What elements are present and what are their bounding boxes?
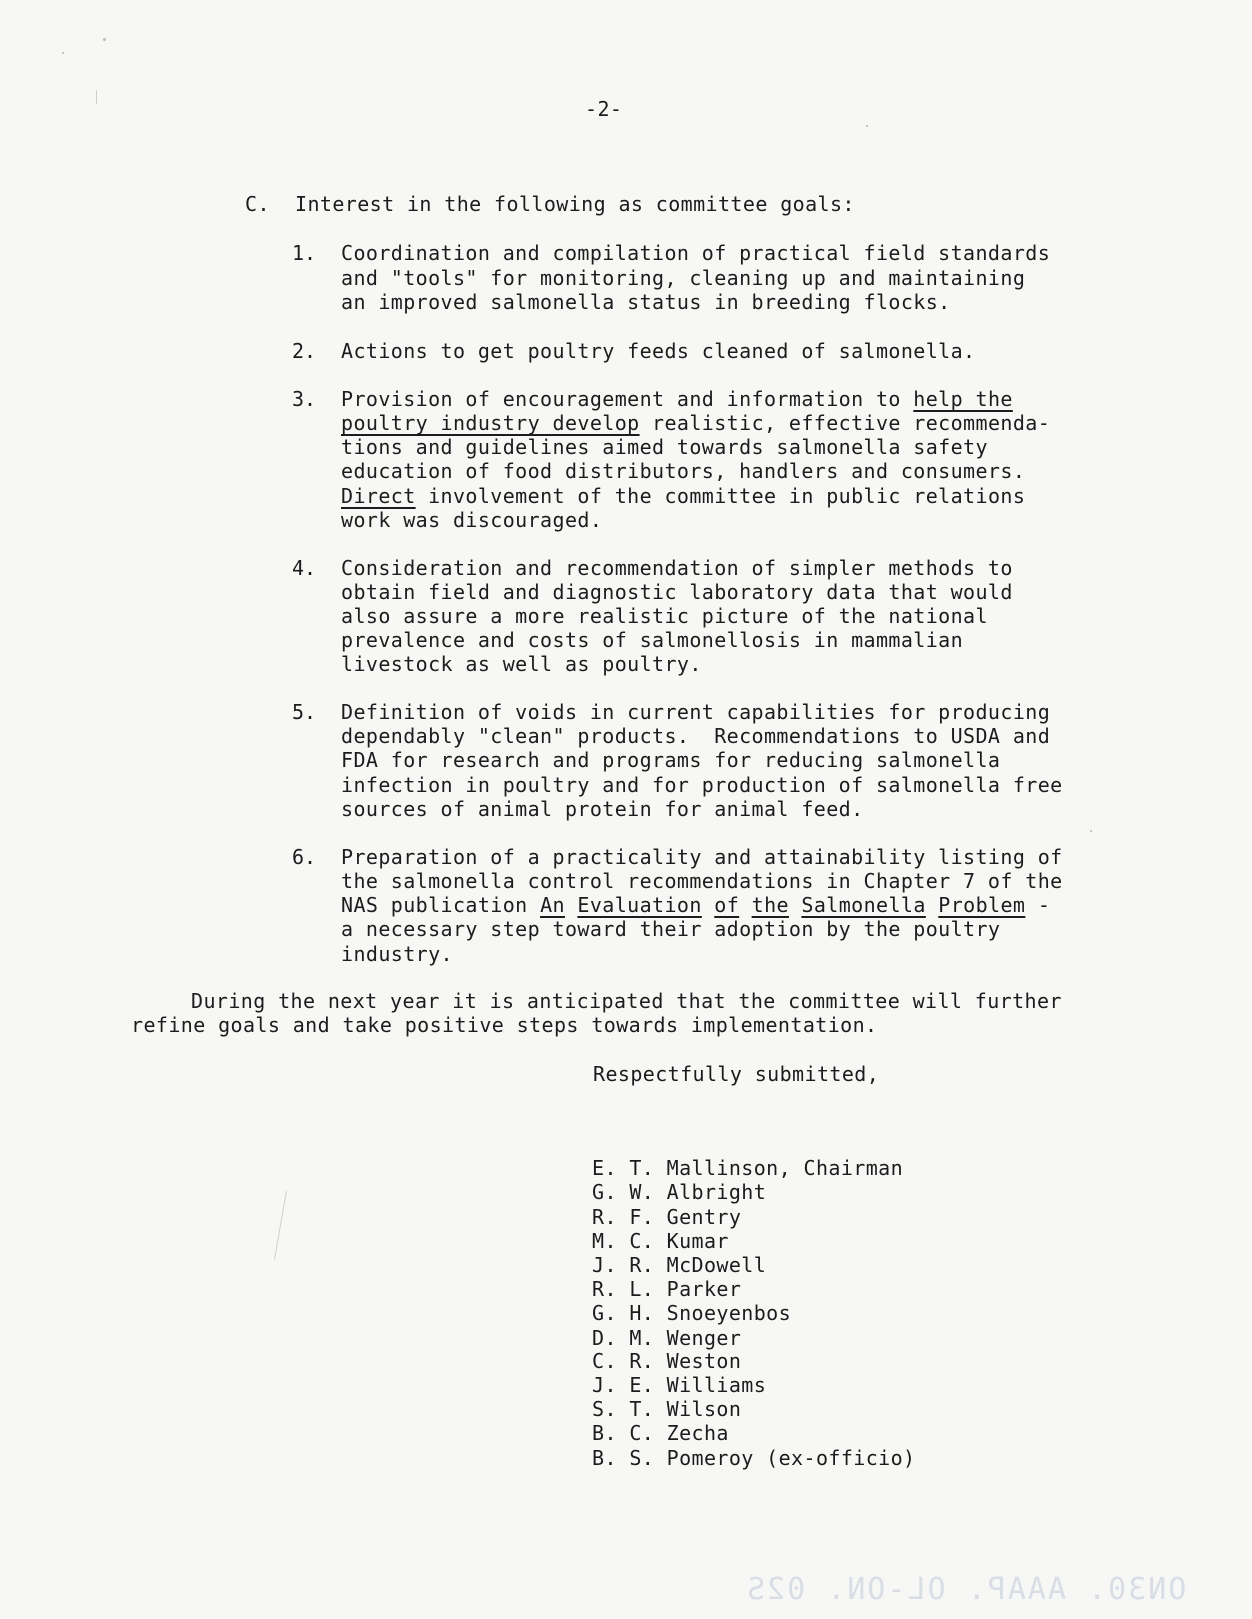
item-3-text: realistic, effective recommenda-: [639, 411, 1051, 435]
item-3-line: [341, 413, 1050, 433]
publication-title-word: Evaluation: [577, 893, 702, 917]
item-number: 1.: [292, 241, 317, 265]
item-3-line: work was discouraged.: [341, 508, 603, 532]
signatory: R. L. Parker: [592, 1277, 742, 1301]
signoff: Respectfully submitted,: [593, 1062, 880, 1086]
paper-speck: [866, 125, 868, 127]
section-heading: Interest in the following as committee goals:: [295, 192, 855, 216]
item-4-line: obtain field and diagnostic laboratory data that would: [341, 580, 1013, 604]
item-6-line: a necessary step toward their adoption by the poultry: [341, 917, 1001, 941]
item-5-line: infection in poultry and for production of salmonella free: [341, 773, 1063, 797]
publication-title-word: An: [540, 893, 565, 917]
item-4-line: also assure a more realistic picture of the national: [341, 604, 988, 628]
item-number: 3.: [292, 387, 317, 411]
signatory: C. R. Weston: [592, 1349, 742, 1373]
item-2-line: Actions to get poultry feeds cleaned of salmonella.: [341, 339, 976, 363]
item-4-line: livestock as well as poultry.: [341, 652, 702, 676]
signatory: B. S. Pomeroy (ex-officio): [592, 1446, 916, 1470]
page-number: -2-: [585, 97, 623, 121]
item-5-line: FDA for research and programs for reducing salmonella: [341, 748, 1001, 772]
item-3-line: education of food distributors, handlers and consumers.: [341, 459, 1026, 483]
paper-crease: [274, 1190, 287, 1259]
item-1-line: an improved salmonella status in breeding flocks.: [341, 290, 951, 314]
closing-paragraph-line: refine goals and take positive steps towards implementation.: [131, 1013, 878, 1037]
item-number: 2.: [292, 339, 317, 363]
item-number: 6.: [292, 845, 317, 869]
item-5-line: dependably "clean" products. Recommendations to USDA and: [341, 724, 1051, 748]
signatory: G. H. Snoeyenbos: [592, 1301, 792, 1325]
item-number: 4.: [292, 556, 317, 580]
item-3-line: [341, 486, 1025, 506]
underlined-phrase: poultry industry develop: [341, 411, 640, 435]
closing-paragraph-line: During the next year it is anticipated that the committee will further: [191, 989, 1062, 1013]
underlined-phrase: help the: [913, 387, 1013, 411]
item-6-text: NAS publication: [341, 893, 541, 917]
publication-title-word: Salmonella: [801, 893, 926, 917]
item-3-line: [341, 389, 1013, 409]
item-6-text: -: [1025, 893, 1051, 917]
signatory: S. T. Wilson: [592, 1397, 742, 1421]
item-6-line: industry.: [341, 942, 453, 966]
item-6-line: the salmonella control recommendations in Chapter 7 of the: [341, 869, 1063, 893]
publication-title-word: Problem: [938, 893, 1026, 917]
section-letter: C.: [245, 192, 270, 216]
signatory: M. C. Kumar: [592, 1229, 729, 1253]
signatory: E. T. Mallinson, Chairman: [592, 1156, 904, 1180]
item-3-line: tions and guidelines aimed towards salmonella safety: [341, 435, 988, 459]
paper-speck: [62, 52, 64, 54]
item-4-line: prevalence and costs of salmonellosis in mammalian: [341, 628, 964, 652]
item-1-line: and "tools" for monitoring, cleaning up and maintaining: [341, 266, 1026, 290]
item-1-line: Coordination and compilation of practical field standards: [341, 241, 1051, 265]
signatory: J. R. McDowell: [592, 1253, 767, 1277]
paper-crease: [96, 90, 97, 104]
item-5-line: Definition of voids in current capabilities for producing: [341, 700, 1051, 724]
item-6-line: Preparation of a practicality and attainability listing of: [341, 845, 1063, 869]
signatory: B. C. Zecha: [592, 1421, 729, 1445]
publication-title-word: the: [751, 893, 789, 917]
item-3-text: Provision of encouragement and information to: [341, 387, 914, 411]
underlined-word: Direct: [341, 484, 416, 508]
item-4-line: Consideration and recommendation of simpler methods to: [341, 556, 1013, 580]
signatory: J. E. Williams: [592, 1373, 767, 1397]
paper-speck: [103, 38, 106, 41]
signatory: G. W. Albright: [592, 1180, 767, 1204]
item-3-text: involvement of the committee in public relations: [415, 484, 1026, 508]
paper-speck: [1090, 830, 1092, 832]
item-number: 5.: [292, 700, 317, 724]
signatory: R. F. Gentry: [592, 1205, 742, 1229]
publication-title-word: of: [714, 893, 740, 917]
signatory: D. M. Wenger: [592, 1326, 742, 1350]
archive-stamp: ON30. AAAP. OL-ON. 02S: [745, 1572, 1187, 1607]
item-5-line: sources of animal protein for animal feed.: [341, 797, 864, 821]
item-6-line: [341, 895, 1050, 915]
